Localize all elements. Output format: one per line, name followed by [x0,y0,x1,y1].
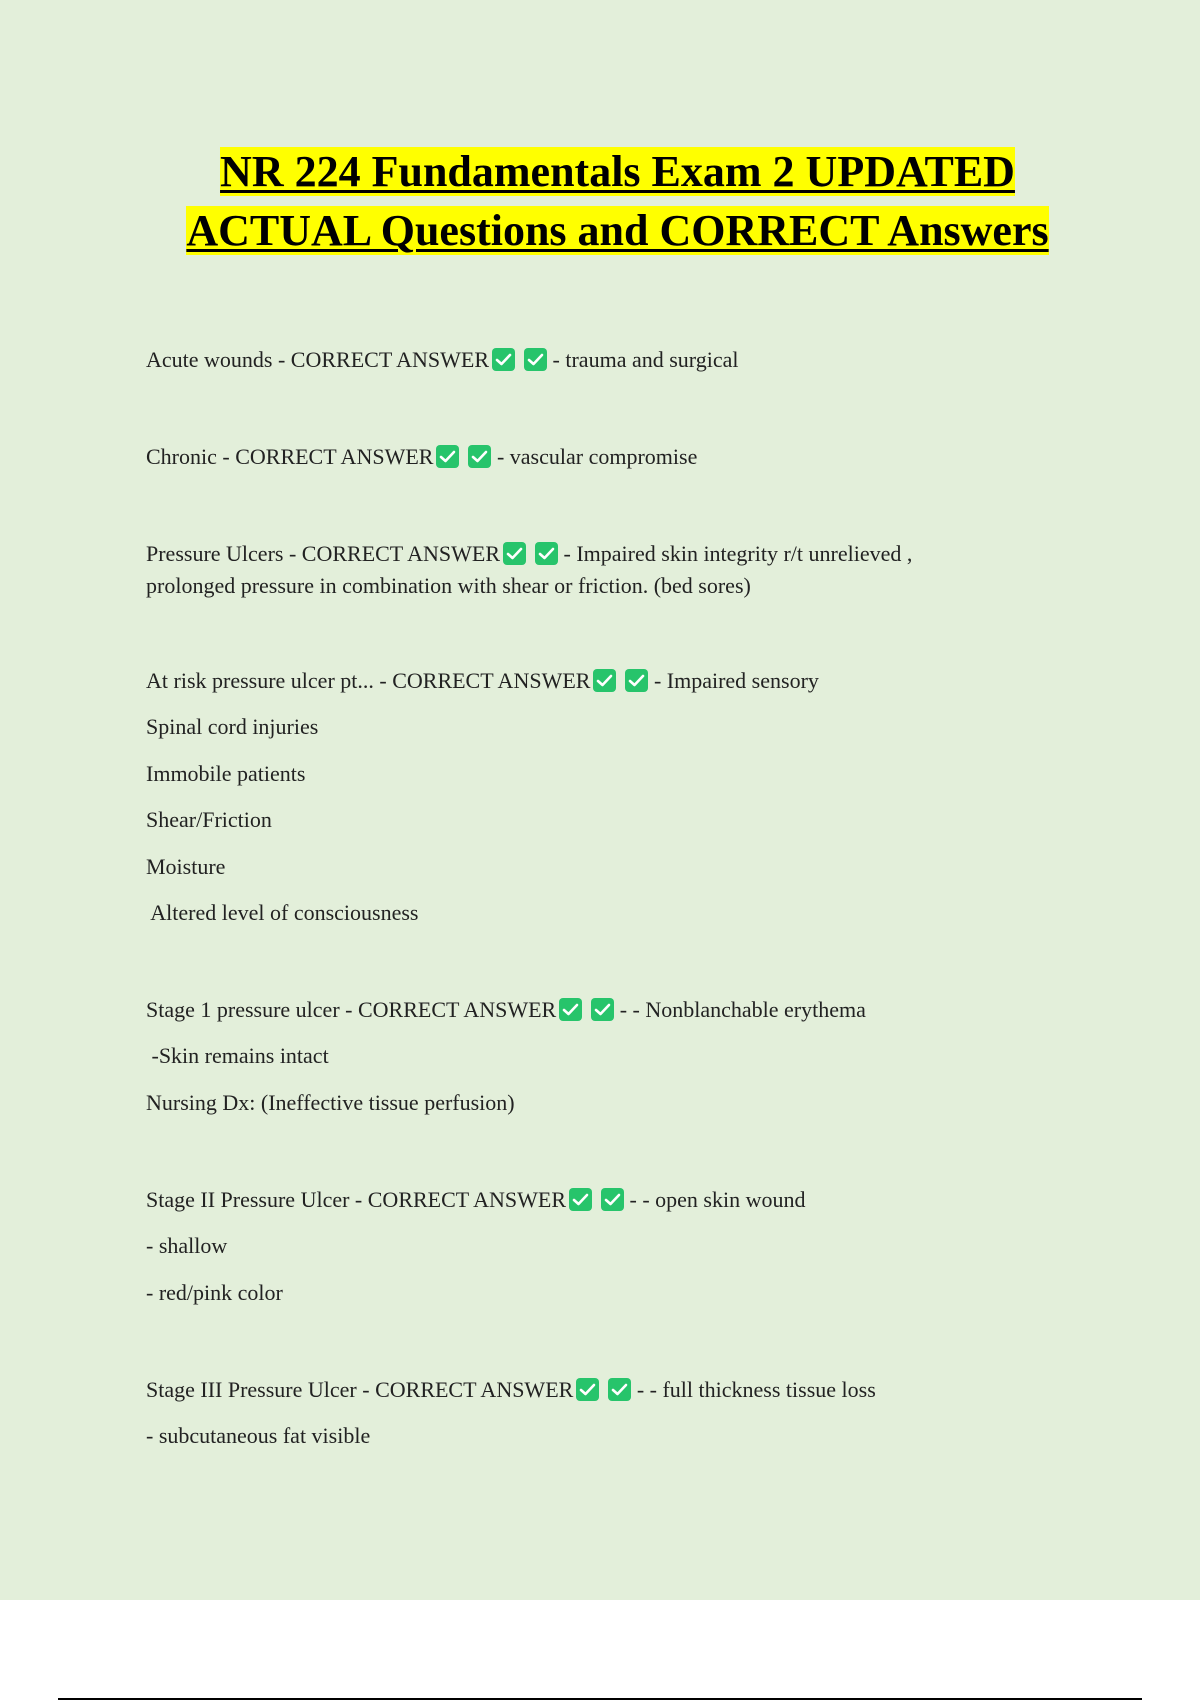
document-title-text: NR 224 Fundamentals Exam 2 UPDATED ACTUAL Questions and CORRECT Answers [186,147,1049,255]
entry-pressure-ulcers [146,538,912,570]
entry-continuation: prolonged pressure in combination with shear or friction. (bed sores) [146,573,751,598]
list-item: -Skin remains intact [146,1043,329,1068]
entry-term: Stage III Pressure Ulcer - CORRECT ANSWER [146,1377,574,1402]
entry-at-risk [146,665,819,697]
green-check-box-icon [468,445,491,468]
green-check-box-icon [503,542,526,565]
entry-answer: - vascular compromise [496,444,698,469]
list-item: Moisture [146,854,226,879]
entry-term: Pressure Ulcers - CORRECT ANSWER [146,541,501,566]
entry-stage-1 [146,994,866,1026]
entry-answer: - - open skin wound [629,1187,806,1212]
list-item: - red/pink color [146,1280,283,1305]
green-check-box-icon [524,348,547,371]
entry-term: Chronic - CORRECT ANSWER [146,444,434,469]
list-item: Altered level of consciousness [146,900,419,925]
entry-answer: - trauma and surgical [552,347,739,372]
list-item: - subcutaneous fat visible [146,1423,371,1448]
green-check-box-icon [569,1188,592,1211]
green-check-box-icon [576,1378,599,1401]
list-item: Immobile patients [146,761,306,786]
list-item: - shallow [146,1233,228,1258]
entry-answer: - - full thickness tissue loss [636,1377,876,1402]
entry-answer: - Impaired skin integrity r/t unrelieved , [563,541,913,566]
entry-chronic [146,441,697,473]
list-item: Spinal cord injuries [146,714,319,739]
list-item: Shear/Friction [146,807,272,832]
entry-term: Stage II Pressure Ulcer - CORRECT ANSWER [146,1187,566,1212]
entry-stage-3 [146,1374,876,1406]
entry-term: Acute wounds - CORRECT ANSWER [146,347,490,372]
green-check-box-icon [625,669,648,692]
document-title [150,142,1085,260]
green-check-box-icon [436,445,459,468]
list-item: Nursing Dx: (Ineffective tissue perfusion) [146,1090,515,1115]
green-check-box-icon [591,998,614,1021]
green-check-box-icon [535,542,558,565]
entry-acute-wounds [146,344,738,376]
entry-answer: - - Nonblanchable erythema [619,997,866,1022]
green-check-box-icon [601,1188,624,1211]
green-check-box-icon [608,1378,631,1401]
entry-term: At risk pressure ulcer pt... - CORRECT ANSWER [146,668,591,693]
green-check-box-icon [593,669,616,692]
green-check-box-icon [559,998,582,1021]
entry-stage-2 [146,1184,805,1216]
entry-term: Stage 1 pressure ulcer - CORRECT ANSWER [146,997,557,1022]
green-check-box-icon [492,348,515,371]
entry-answer: - Impaired sensory [653,668,819,693]
